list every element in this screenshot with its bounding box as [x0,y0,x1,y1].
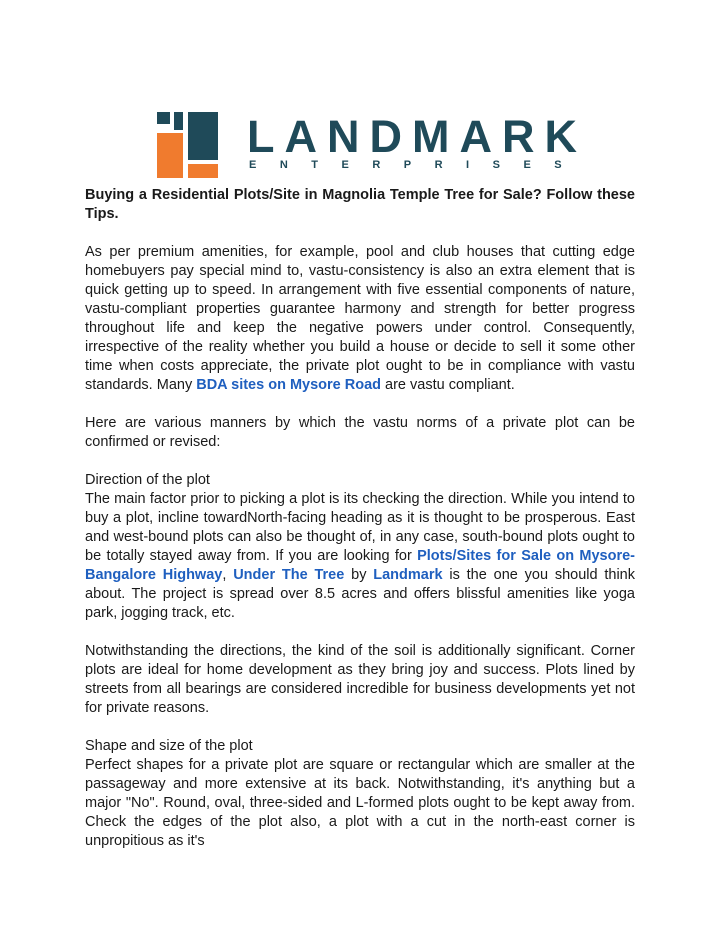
paragraph-direction [85,490,635,623]
paragraph-shape: Perfect shapes for a private plot are square or rectangular which are smaller at the passageway and more extensive at its back. Notwithstanding, it's anything but a major "No". Round, oval, three-sided and L-formed plots ought to be kept away from. Check the edges of the plot also, a plot with a cut in the north-east corner is unpropitious as it's [85,757,635,849]
article-title: Buying a Residential Plots/Site in Magnolia Temple Tree for Sale? Follow these Tips. [85,187,635,222]
paragraph-methods: Here are various manners by which the vastu norms of a private plot can be confirmed or revised: [85,415,635,450]
paragraph-direction-sep: , [222,567,234,583]
link-landmark[interactable]: Landmark [373,567,443,583]
paragraph-direction-by: by [344,567,374,583]
link-bda-sites-mysore-road[interactable]: BDA sites on Mysore Road [196,377,382,393]
paragraph-soil: Notwithstanding the directions, the kind of the soil is additionally significant. Corner plots are ideal for home development as they bring joy and success. Plots lined by streets from all bearings are considered incredible for business developments yet not for private reasons. [85,643,635,716]
paragraph-vastu-text: As per premium amenities, for example, pool and club houses that cutting edge homebuyers pay special mind to, vastu-consistency is also an extra element that is quick getting up to speed. In arrangement with five essential components of nature, vastu-compliant properties guarantee harmony and strength for better progress throughout life and keep the negative powers under control. Consequently, irrespective of the reality whether you build a house or decide to sell it some other time when costs appreciate, the private plot ought to be in compliance with vastu standards. Many [85,244,635,393]
landmark-logo [157,111,587,178]
article-body [85,186,635,851]
logo-wordmark: LANDMARK [247,111,587,162]
paragraph-direction-tail: is the one you should think about. The project is spread over 8.5 acres and offers blissful amenities like yoga park, jogging track, etc. [85,567,635,621]
heading-direction: Direction of the plot [85,472,210,488]
paragraph-vastu-tail: are vastu compliant. [381,377,515,393]
link-under-the-tree[interactable]: Under The Tree [233,567,345,583]
link-plots-mysore-bangalore-highway[interactable]: Plots/Sites for Sale on Mysore-Bangalore Highway [85,548,635,583]
logo-mark-icon [157,112,219,178]
logo-tagline: ENTERPRISES [249,159,586,171]
paragraph-vastu [85,243,635,395]
heading-shape-size: Shape and size of the plot [85,738,253,754]
paragraph-direction-text: The main factor prior to picking a plot is its checking the direction. While you intend to buy a plot, incline towardNorth-facing heading as it is thought to be prosperous. East and west-bound plots can also be thought of, in any case, south-bound plots ought to be totally stayed away from. If you are looking for [85,491,635,564]
